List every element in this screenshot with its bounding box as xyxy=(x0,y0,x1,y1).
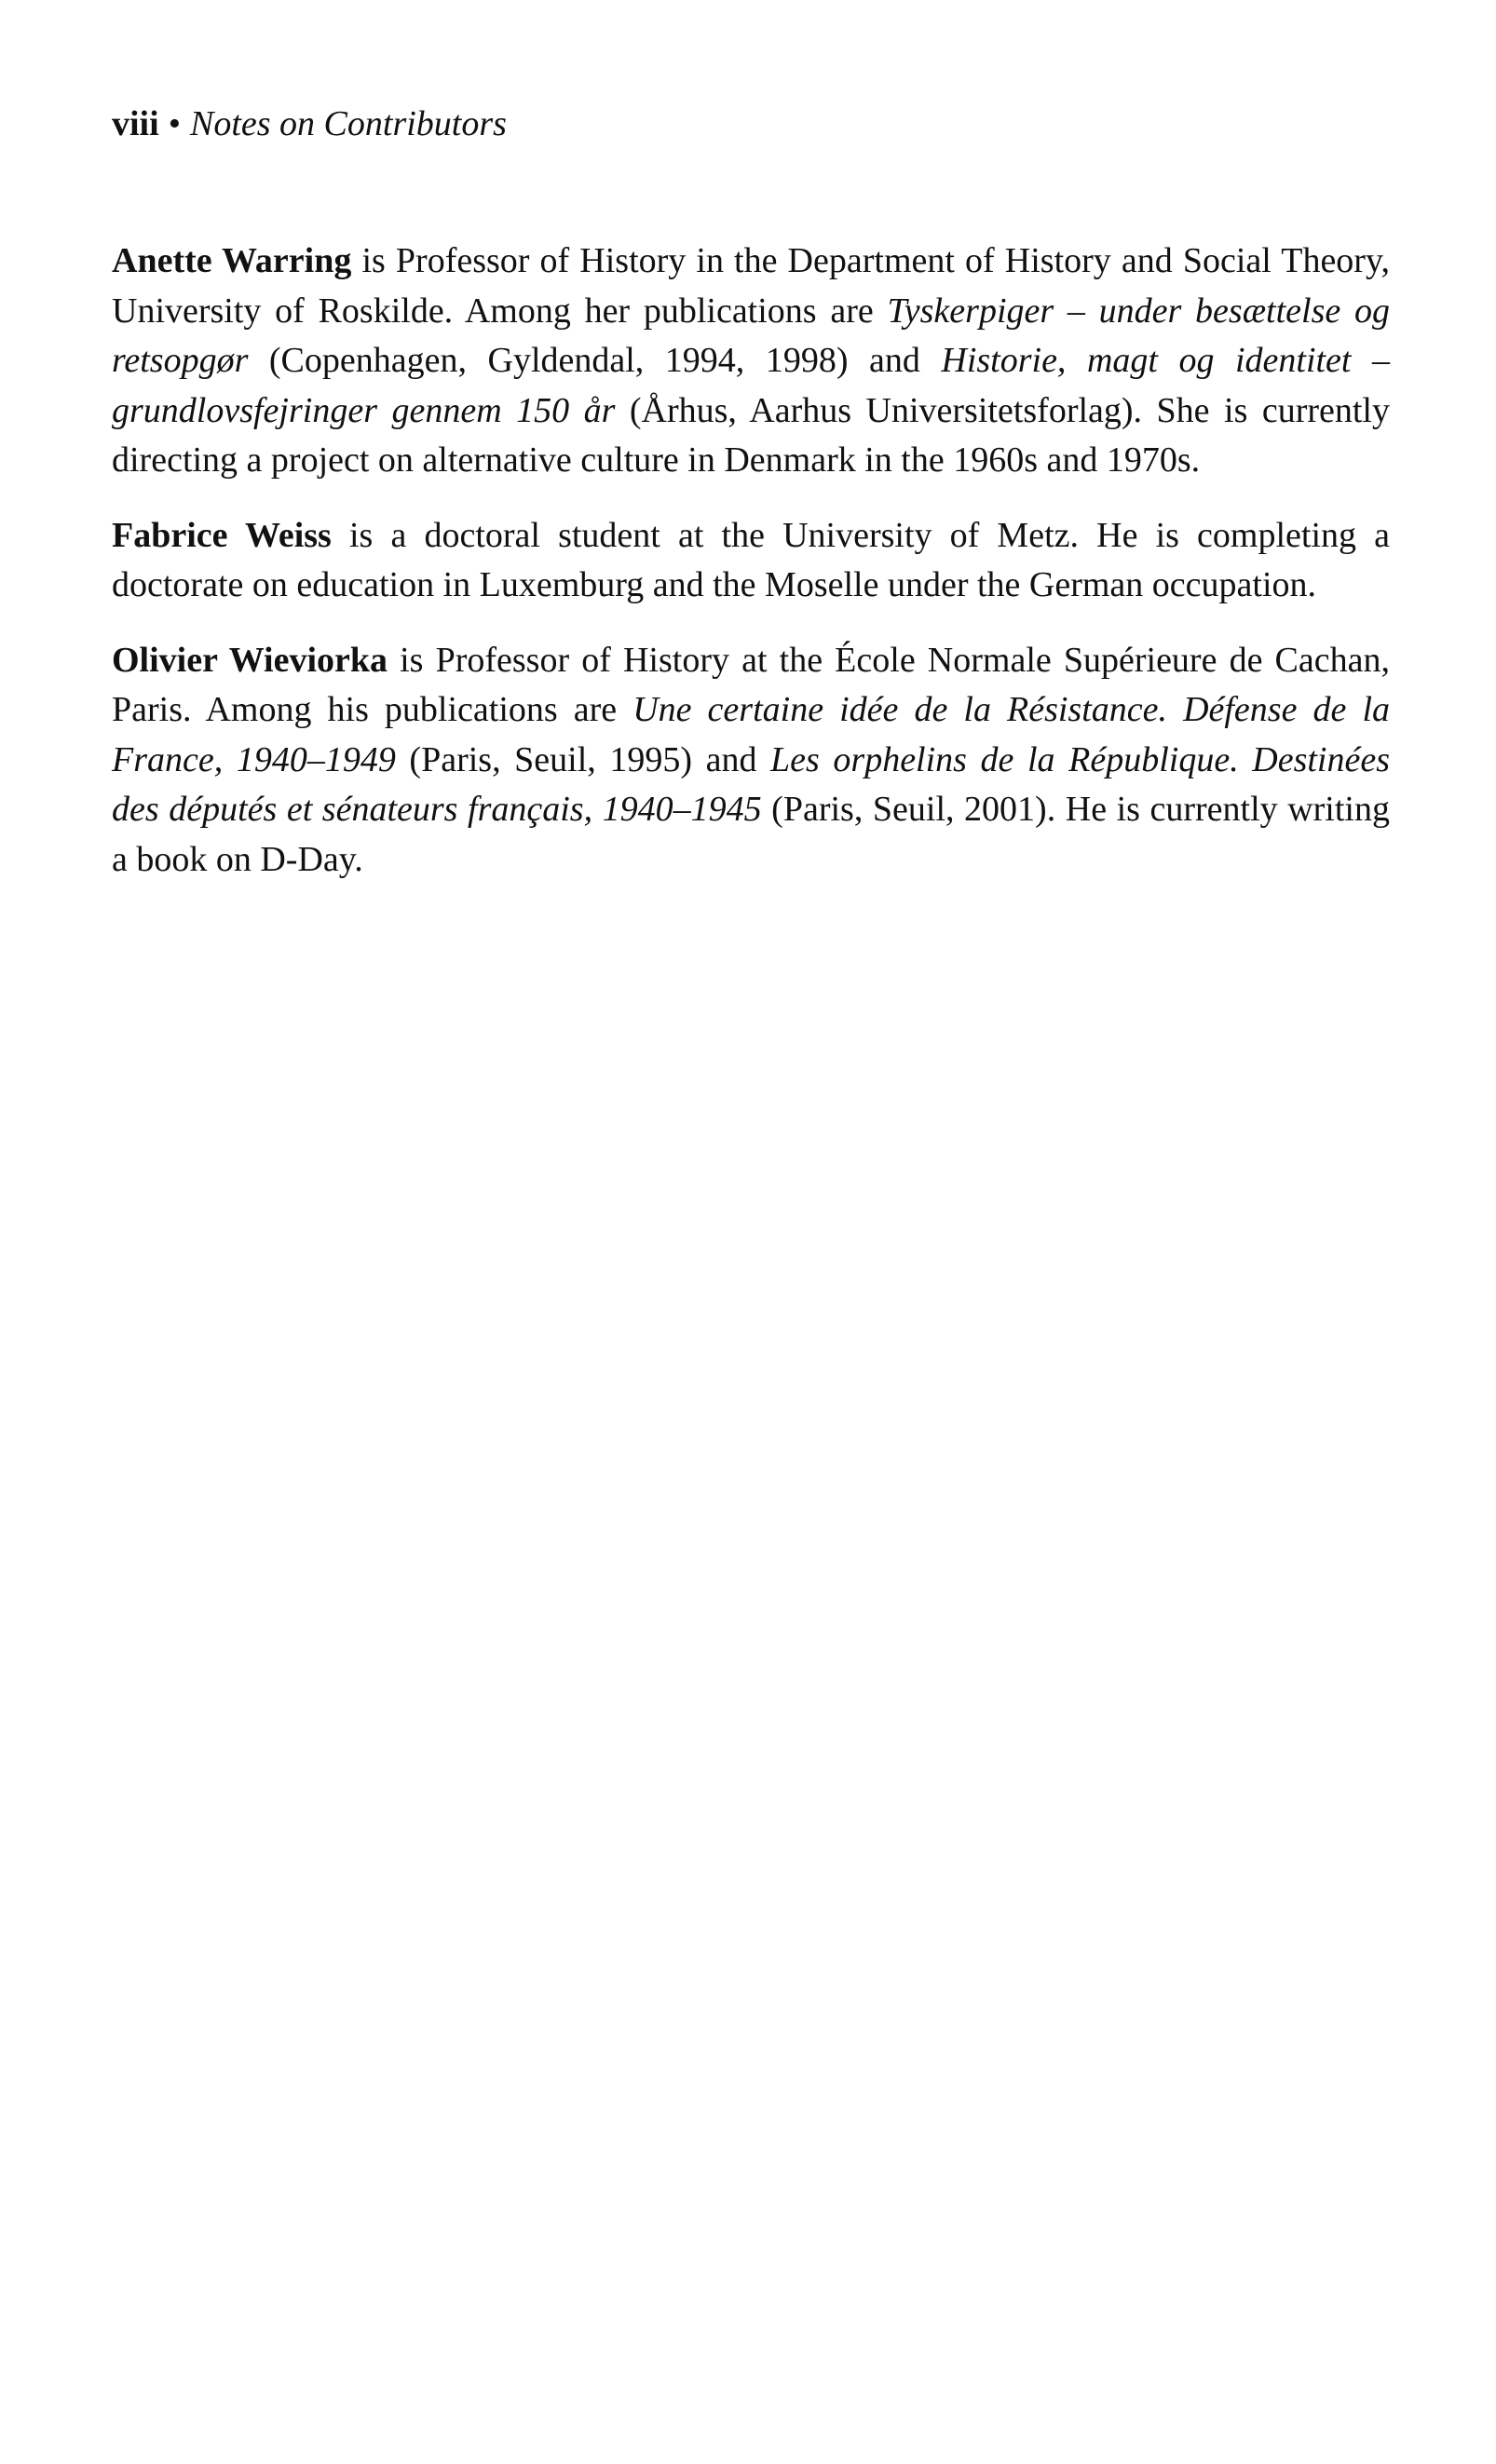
publication-title: Les orphelins de la République. Destinées des députés et sénateurs français, 1940–1945 xyxy=(112,739,1391,829)
publication-title: Une certaine idée de la Résistance. Défense de la France, 1940–1949 xyxy=(112,690,1390,779)
entry-text: (Paris, Seuil, 1995) and xyxy=(395,739,771,779)
running-head xyxy=(112,101,1390,147)
contributor-name: Fabrice Weiss xyxy=(112,515,332,555)
entry-text: is Professor of History at the École Normale Supérieure de Cachan, Paris. Among his publications are xyxy=(112,640,1390,729)
entry-text: (Paris, Seuil, 2001). He is currently writing a book on D-Day. xyxy=(112,790,1390,879)
entry-text: (Copenhagen, Gyldendal, 1994, 1998) and xyxy=(248,341,942,380)
contributor-entry xyxy=(112,511,1390,611)
entry-text: is a doctoral student at the University of Metz. He is completing a doctorate on education in Luxemburg and the Moselle under the German occupation. xyxy=(112,515,1390,604)
page-number: viii xyxy=(112,104,159,143)
contributor-entry xyxy=(112,237,1390,486)
entry-text: (Århus, Aarhus Universitetsforlag). She is currently directing a project on alternative culture in Denmark in the 1960s and 1970s. xyxy=(112,390,1390,480)
contributor-name: Anette Warring xyxy=(112,241,352,280)
contributor-list xyxy=(112,237,1390,885)
contributor-entry xyxy=(112,636,1390,886)
publication-title: Historie, magt og identitet – grundlovsfejringer gennem 150 år xyxy=(112,341,1390,430)
bullet-separator: • xyxy=(168,104,181,143)
entry-text: is Professor of History in the Department of History and Social Theory, University of Roskilde. Among her publications are xyxy=(112,241,1390,331)
publication-title: Tyskerpiger – under besættelse og retsopgør xyxy=(112,291,1390,380)
book-page xyxy=(112,101,1390,910)
contributor-name: Olivier Wieviorka xyxy=(112,640,388,680)
running-head-title: Notes on Contributors xyxy=(190,104,507,143)
